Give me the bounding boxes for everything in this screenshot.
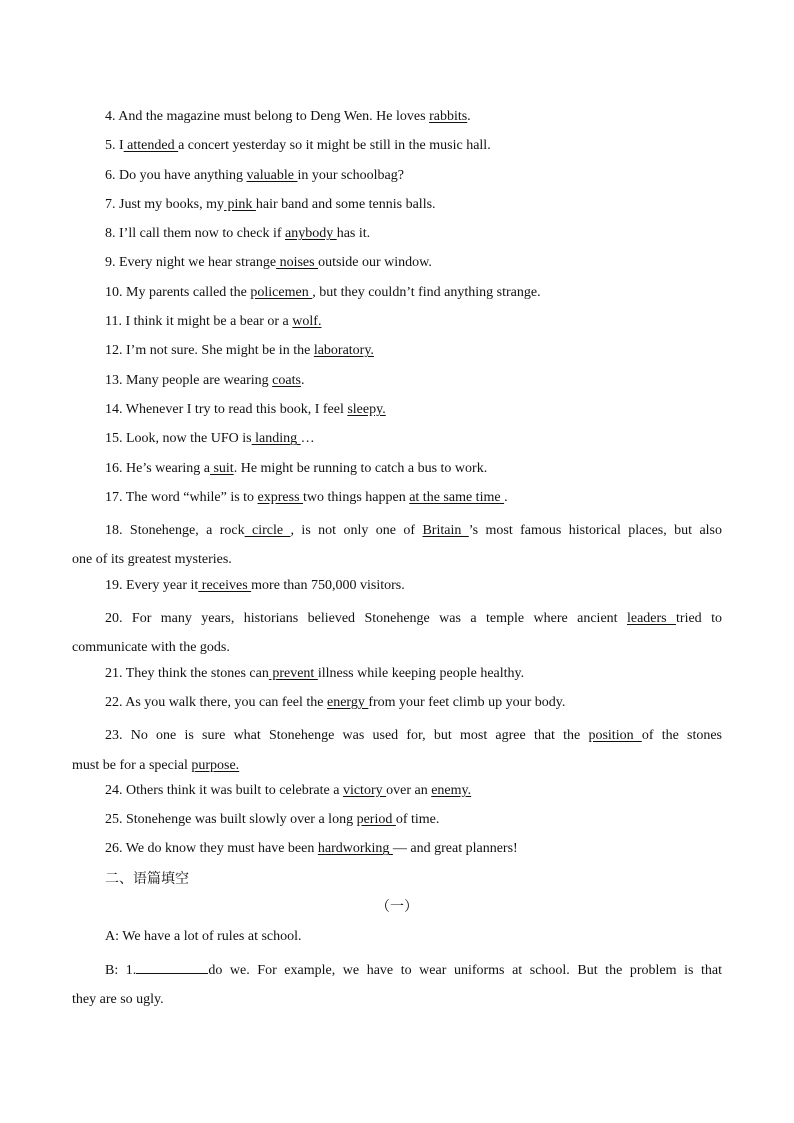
exercise-item xyxy=(72,311,722,340)
item-text: We do know they must have been xyxy=(125,841,318,857)
item-text: Stonehenge was built slowly over a long xyxy=(126,812,357,828)
answer-text: coats xyxy=(272,372,301,388)
item-number: 10. xyxy=(105,284,123,300)
answer-text: receives xyxy=(198,577,252,593)
item-text: has it. xyxy=(336,226,371,242)
exercise-item xyxy=(72,165,722,194)
item-text: — and great planners! xyxy=(392,841,518,857)
item-number: 4. xyxy=(105,109,116,124)
exercise-item xyxy=(72,428,722,457)
exercise-item xyxy=(72,282,722,311)
item-text: a concert yesterday so it might be still in the music hall. xyxy=(178,138,491,154)
item-text: more than 750,000 visitors. xyxy=(251,577,405,593)
exercise-item-26 xyxy=(72,838,722,867)
item-text: For many years, historians believed Stonehenge was a temple where ancient xyxy=(131,611,627,627)
item-text: I xyxy=(119,138,124,154)
exercise-item-25 xyxy=(72,809,722,838)
exercise-item xyxy=(72,487,722,516)
item-text: in your schoolbag? xyxy=(297,167,404,183)
exercise-item-18 xyxy=(72,516,722,575)
answer-text: period xyxy=(356,812,396,828)
item-number: 25. xyxy=(105,812,123,828)
dialogue-line-a: A: We have a lot of rules at school. xyxy=(105,929,302,945)
worksheet-page xyxy=(72,106,722,1014)
exercise-item-20 xyxy=(72,604,722,663)
item-text: . xyxy=(300,372,305,388)
item-number: 7. xyxy=(105,196,116,212)
item-number: 21. xyxy=(105,665,123,681)
exercise-item-23 xyxy=(72,721,722,780)
item-text: two things happen xyxy=(303,489,410,505)
item-text: hair band and some tennis balls. xyxy=(255,196,436,212)
item-text: As you walk there, you can feel the xyxy=(125,694,327,710)
item-text: . xyxy=(504,489,508,505)
answer-text: wolf. xyxy=(292,314,322,330)
item-text-continued: communicate with the gods. xyxy=(72,640,230,656)
answer-text: Britain xyxy=(422,523,469,539)
item-text: tried to xyxy=(676,611,722,627)
item-text: Whenever I try to read this book, I feel xyxy=(125,401,348,417)
item-text: Every night we hear strange xyxy=(119,255,277,271)
exercise-item xyxy=(72,458,722,487)
exercise-item xyxy=(72,399,722,428)
item-text: He’s wearing a xyxy=(126,460,210,476)
answer-text: attended xyxy=(123,138,179,154)
item-text: The word “while” is to xyxy=(125,489,258,505)
item-text: over an xyxy=(386,782,432,798)
item-text: of time. xyxy=(395,812,440,828)
passage-number: （一） xyxy=(376,900,418,916)
item-number: 26. xyxy=(105,841,123,857)
item-text: from your feet climb up your body. xyxy=(368,694,566,710)
exercise-item xyxy=(72,135,722,164)
blank-number: B: 1. xyxy=(105,962,137,978)
answer-text: valuable xyxy=(246,167,298,183)
dialogue-line-b xyxy=(72,956,722,1015)
answer-text: purpose. xyxy=(191,757,240,773)
item-text: , is not only one of xyxy=(290,523,423,539)
item-number: 22. xyxy=(105,694,123,710)
item-text: Many people are wearing xyxy=(126,372,273,388)
item-text: Others think it was built to celebrate a xyxy=(126,782,343,798)
item-text: . xyxy=(467,109,471,124)
answer-text: rabbits xyxy=(429,109,468,124)
item-text: And the magazine must belong to Deng Wen. He loves xyxy=(118,109,430,124)
item-text: Do you have anything xyxy=(119,167,247,183)
item-text: Look, now the UFO is xyxy=(126,431,252,447)
item-number: 20. xyxy=(105,611,123,627)
item-number: 24. xyxy=(105,782,123,798)
exercise-item-24 xyxy=(72,780,722,809)
item-number: 13. xyxy=(105,372,123,388)
item-text: ’s most famous historical places, but also xyxy=(468,523,722,539)
dialogue-text: do we. For example, we have to wear uniforms at school. But the problem is that xyxy=(208,962,722,978)
item-text-continued: must be for a special xyxy=(72,757,192,773)
item-number: 6. xyxy=(105,167,116,183)
answer-text: prevent xyxy=(268,665,318,681)
item-text: I think it might be a bear or a xyxy=(125,314,293,330)
answer-text: express xyxy=(257,489,304,505)
answer-text: energy xyxy=(327,694,369,710)
exercise-list xyxy=(72,106,722,516)
fill-in-blank[interactable] xyxy=(136,959,208,974)
answer-text: victory xyxy=(342,782,387,798)
item-number: 15. xyxy=(105,431,123,447)
exercise-item-22 xyxy=(72,692,722,721)
item-text: Stonehenge, a rock xyxy=(129,523,245,539)
item-number: 5. xyxy=(105,138,116,154)
answer-text: enemy. xyxy=(431,782,472,798)
item-text: illness while keeping people healthy. xyxy=(317,665,525,681)
item-number: 16. xyxy=(105,460,123,476)
answer-text: suit xyxy=(209,460,234,476)
exercise-item xyxy=(72,194,722,223)
answer-text: noises xyxy=(276,255,319,271)
item-number: 19. xyxy=(105,577,123,593)
item-text-continued: one of its greatest mysteries. xyxy=(72,552,232,568)
item-number: 8. xyxy=(105,226,116,242)
exercise-item xyxy=(72,223,722,252)
exercise-item-19 xyxy=(72,575,722,604)
answer-text: pink xyxy=(224,196,256,212)
item-text: … xyxy=(300,431,315,447)
item-text: , but they couldn’t find anything strange. xyxy=(312,284,541,300)
item-text: Just my books, my xyxy=(119,196,225,212)
item-text: No one is sure what Stonehenge was used for, but most agree that the xyxy=(130,728,589,744)
item-number: 17. xyxy=(105,489,123,505)
item-text: outside our window. xyxy=(318,255,432,271)
section-heading: 二、语篇填空 xyxy=(105,870,189,887)
exercise-item-21 xyxy=(72,663,722,692)
item-text: I’ll call them now to check if xyxy=(119,226,285,242)
item-text: of the stones xyxy=(641,728,723,744)
item-number: 11. xyxy=(105,314,122,330)
exercise-item xyxy=(72,340,722,369)
item-text: . He might be running to catch a bus to work. xyxy=(233,460,488,476)
item-number: 14. xyxy=(105,401,123,417)
answer-text: laboratory. xyxy=(313,343,374,359)
item-number: 23. xyxy=(105,728,123,744)
exercise-item xyxy=(72,106,722,135)
item-text: My parents called the xyxy=(126,284,251,300)
answer-text: circle xyxy=(244,523,291,539)
answer-text: landing xyxy=(251,431,301,447)
answer-text: leaders xyxy=(626,611,677,627)
answer-text: at the same time xyxy=(409,489,505,505)
answer-text: anybody xyxy=(285,226,337,242)
exercise-item xyxy=(72,370,722,399)
item-text: They think the stones can xyxy=(125,665,269,681)
item-number: 18. xyxy=(105,523,123,539)
item-number: 12. xyxy=(105,343,123,359)
dialogue-text-continued: they are so ugly. xyxy=(72,991,164,1007)
exercise-item xyxy=(72,252,722,281)
answer-text: policemen xyxy=(250,284,313,300)
answer-text: position xyxy=(588,728,642,744)
answer-text: sleepy. xyxy=(347,401,386,417)
item-text: I’m not sure. She might be in the xyxy=(126,343,314,359)
answer-text: hardworking xyxy=(317,841,393,857)
item-text: Every year it xyxy=(126,577,199,593)
item-number: 9. xyxy=(105,255,116,271)
